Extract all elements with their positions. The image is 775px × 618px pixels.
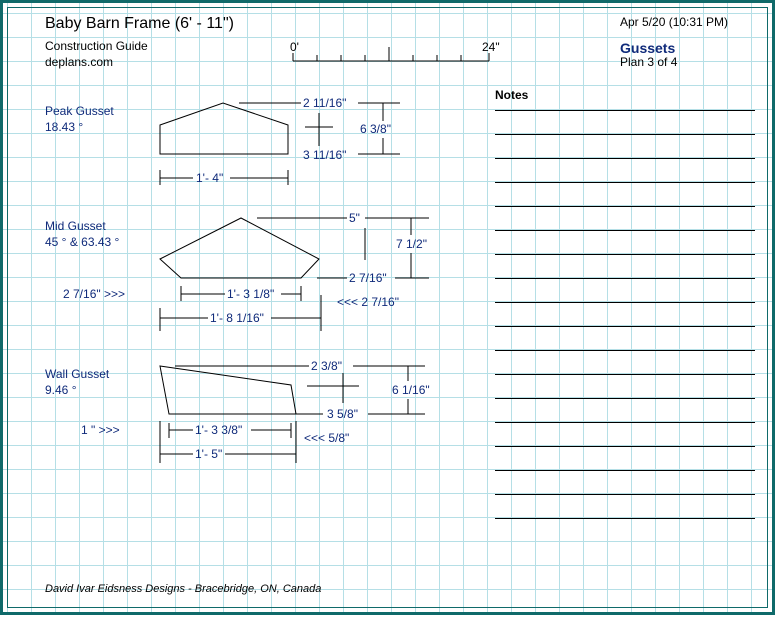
gusset-drawing <box>3 3 775 618</box>
peak-gusset-title: Peak Gusset <box>45 104 114 118</box>
notes-title: Notes <box>495 88 529 102</box>
wall-gusset-angle: 9.46 ° <box>45 383 77 397</box>
wall-left-offset-dimension: 1 " >>> <box>81 423 120 437</box>
scale-end-label: 24" <box>482 40 500 54</box>
wall-height-dimension: 6 1/16" <box>392 383 430 397</box>
wall-outer-width-dimension: 1'- 5" <box>195 447 223 461</box>
construction-guide-label: Construction Guide <box>45 39 148 53</box>
section-title: Gussets <box>620 40 676 56</box>
date-label: Apr 5/20 (10:31 PM) <box>620 15 729 29</box>
peak-width-dimension: 1'- 4" <box>196 171 224 185</box>
mid-right-offset-dimension: <<< 2 7/16" <box>337 295 399 309</box>
scale-start-label: 0' <box>290 40 299 54</box>
mid-gusset-angles: 45 ° & 63.43 ° <box>45 235 120 249</box>
peak-height-dimension: 6 3/8" <box>360 122 391 136</box>
mid-outer-width-dimension: 1'- 8 1/16" <box>210 311 264 325</box>
peak-bottom-dimension: 3 11/16" <box>303 148 347 162</box>
wall-gusset-shape <box>160 366 296 414</box>
scale-bar <box>293 47 489 61</box>
peak-top-dimension: 2 11/16" <box>303 96 347 110</box>
mid-left-offset-dimension: 2 7/16" >>> <box>63 287 125 301</box>
mid-gusset-shape <box>160 218 319 278</box>
wall-gusset-title: Wall Gusset <box>45 367 110 381</box>
mid-height-dimension: 7 1/2" <box>396 237 427 251</box>
mid-gusset-dimensions <box>160 218 429 331</box>
wall-inner-width-dimension: 1'- 3 3/8" <box>195 423 243 437</box>
mid-top-dimension: 5" <box>349 211 360 225</box>
mid-right-bottom-dimension: 2 7/16" <box>349 271 387 285</box>
wall-right-offset-dimension: <<< 5/8" <box>304 431 350 445</box>
peak-gusset-angle: 18.43 ° <box>45 120 84 134</box>
mid-gusset-title: Mid Gusset <box>45 219 106 233</box>
plan-number: Plan 3 of 4 <box>620 55 678 69</box>
website-label: deplans.com <box>45 55 114 69</box>
mid-inner-width-dimension: 1'- 3 1/8" <box>227 287 275 301</box>
plan-title: Baby Barn Frame (6' - 11") <box>45 15 234 32</box>
wall-top-dimension: 2 3/8" <box>311 359 342 373</box>
designer-credit: David Ivar Eidsness Designs - Bracebridge, ON, Canada <box>45 583 322 595</box>
wall-bottom-dimension: 3 5/8" <box>327 407 358 421</box>
peak-gusset-shape <box>160 103 288 154</box>
